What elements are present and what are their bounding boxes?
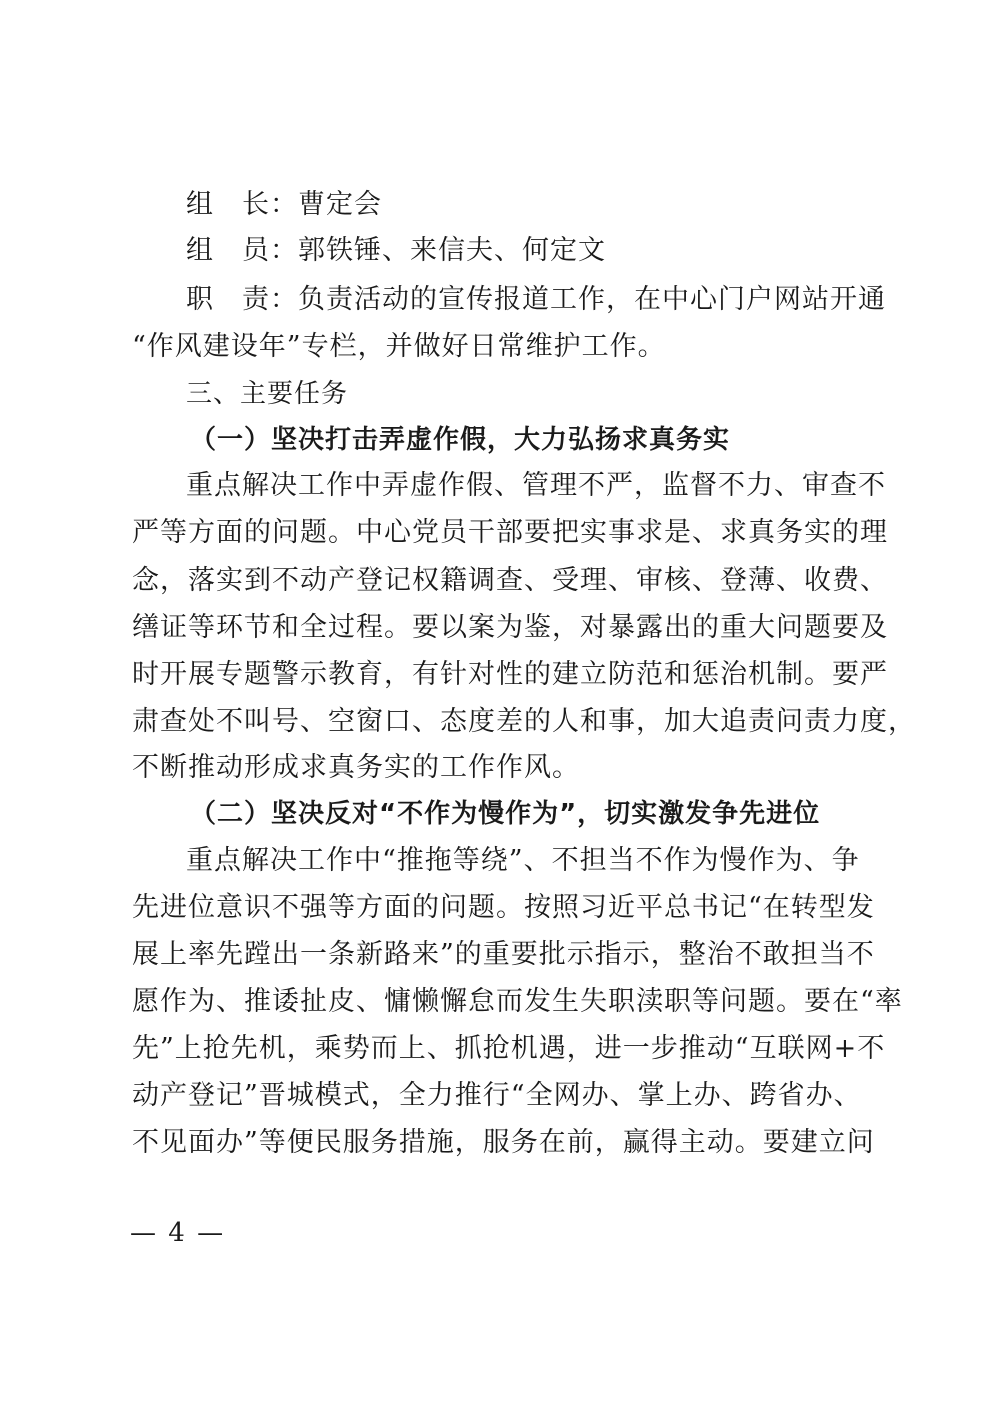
team-duty-label: 职 责：	[186, 284, 298, 315]
team-duty-text: 负责活动的宣传报道工作，在中心门户网站开通	[298, 284, 886, 315]
page-number: — 4 —	[130, 1218, 226, 1248]
team-members-line	[0, 228, 992, 274]
section-heading: 三、主要任务	[186, 379, 349, 409]
team-leader-label: 组 长：	[186, 189, 298, 220]
subsection-1-paragraph-line: 念，落实到不动产登记权籍调查、受理、审核、登薄、收费、	[132, 565, 888, 596]
subsection-1-paragraph-line: 重点解决工作中弄虚作假、管理不严，监督不力、审查不	[186, 470, 886, 501]
subsection-2-paragraph-line: 动产登记”晋城模式，全力推行“全网办、掌上办、跨省办、	[132, 1080, 862, 1111]
subsection-2-paragraph-line: 展上率先蹚出一条新路来”的重要批示指示，整治不敢担当不	[132, 939, 875, 970]
subsection-1-paragraph-line: 缮证等环节和全过程。要以案为鉴，对暴露出的重大问题要及	[132, 612, 888, 643]
subsection-2-paragraph-line: 不见面办”等便民服务措施，服务在前，赢得主动。要建立问	[132, 1127, 875, 1158]
subsection-1-paragraph-line: 时开展专题警示教育，有针对性的建立防范和惩治机制。要严	[132, 659, 888, 690]
subsection-2-paragraph-line: 先”上抢先机，乘势而上、抓抢机遇，进一步推动“互联网+不	[132, 1033, 886, 1064]
subsection-1-heading: （一）坚决打击弄虚作假，大力弘扬求真务实	[190, 425, 731, 455]
team-duty-continuation: “作风建设年”专栏，并做好日常维护工作。	[132, 331, 666, 362]
team-members-label: 组 员：	[186, 235, 298, 266]
subsection-2-heading: （二）坚决反对“不作为慢作为”，切实激发争先进位	[190, 799, 821, 829]
subsection-1-paragraph-line: 不断推动形成求真务实的工作作风。	[132, 752, 580, 783]
subsection-2-paragraph-line: 重点解决工作中“推拖等绕”、不担当不作为慢作为、争	[186, 845, 860, 876]
subsection-1-paragraph-line: 肃查处不叫号、空窗口、态度差的人和事，加大追责问责力度，	[132, 706, 916, 737]
team-duty-line	[0, 277, 992, 323]
team-leader-line	[0, 182, 992, 228]
team-members-names: 郭铁锤、来信夫、何定文	[298, 235, 606, 266]
subsection-1-paragraph-line: 严等方面的问题。中心党员干部要把实事求是、求真务实的理	[132, 517, 888, 548]
subsection-2-paragraph-line: 先进位意识不强等方面的问题。按照习近平总书记“在转型发	[132, 892, 875, 923]
subsection-2-paragraph-line: 愿作为、推诿扯皮、慵懒懈怠而发生失职渎职等问题。要在“率	[132, 986, 903, 1017]
team-leader-name: 曹定会	[298, 189, 382, 220]
